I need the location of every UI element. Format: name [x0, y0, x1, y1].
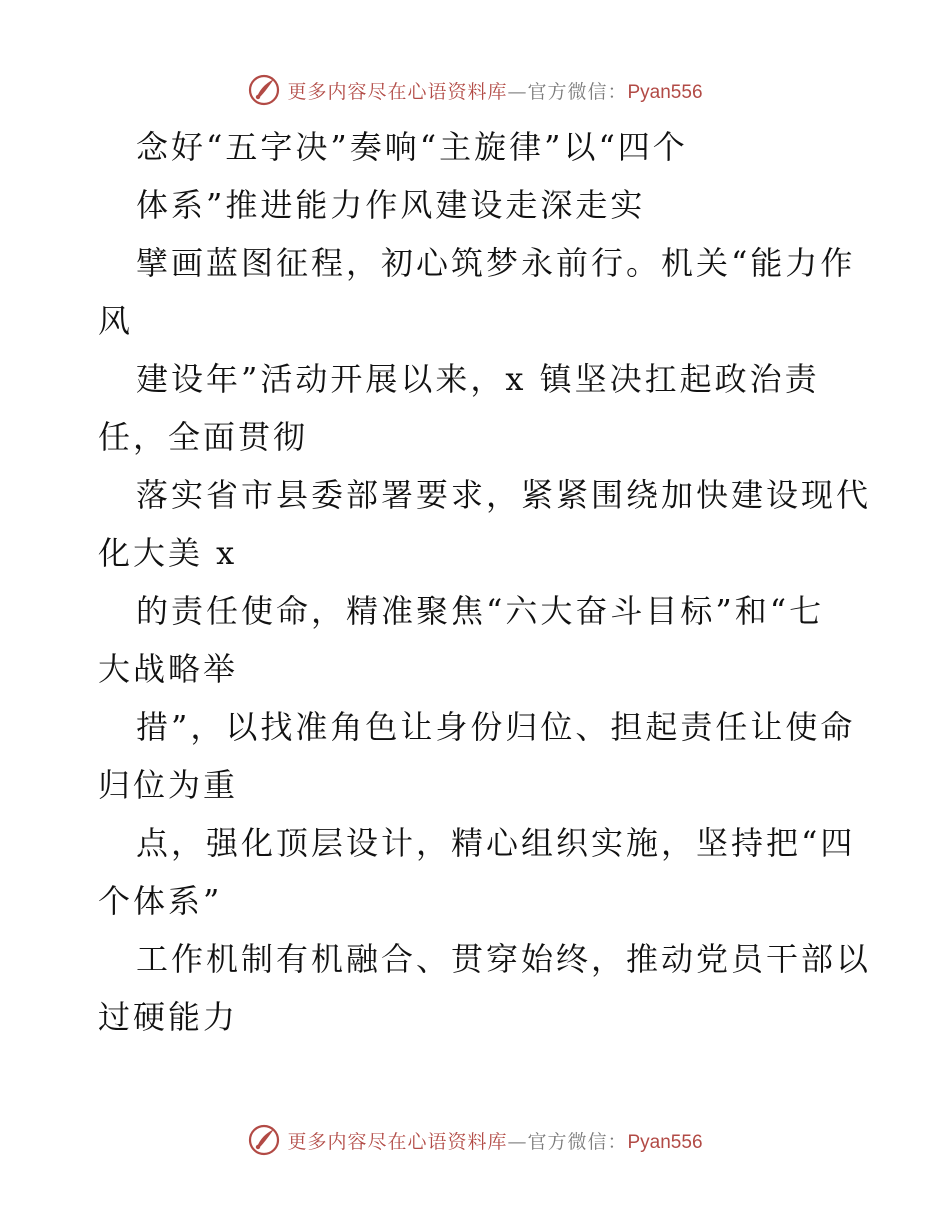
document-body — [98, 118, 872, 1046]
text-line: 归位为重 — [98, 766, 239, 804]
text-line: 建设年”活动开展以来，x 镇坚决扛起政治责 — [136, 360, 820, 398]
text-line: 擘画蓝图征程，初心筑梦永前行。机关“能力作 — [136, 244, 856, 282]
brush-logo-icon — [247, 1123, 281, 1157]
text-line: 个体系” — [98, 882, 223, 920]
watermark-wechat-id: Pyan556 — [627, 1131, 703, 1153]
header-watermark — [0, 70, 950, 110]
text-line: 体系”推进能力作风建设走深走实 — [136, 186, 646, 224]
text-line: 任，全面贯彻 — [98, 418, 309, 456]
text-line: 过硬能力 — [98, 998, 239, 1036]
text-line: 化大美 x — [98, 534, 238, 572]
text-line: 风 — [98, 302, 134, 340]
text-line: 点，强化顶层设计，精心组织实施，坚持把“四 — [136, 824, 856, 862]
footer-watermark — [0, 1120, 950, 1160]
text-line: 的责任使命，精准聚焦“六大奋斗目标”和“七 — [136, 592, 825, 630]
watermark-wechat-id: Pyan556 — [627, 81, 703, 103]
text-line: 工作机制有机融合、贯穿始终，推动党员干部以 — [136, 940, 872, 978]
watermark-separator: — — [507, 80, 528, 103]
watermark-text — [287, 77, 702, 104]
brush-logo-icon — [247, 73, 281, 107]
text-line: 落实省市县委部署要求，紧紧围绕加快建设现代 — [136, 476, 872, 514]
watermark-wechat-label: 官方微信： — [527, 80, 628, 103]
watermark-separator: — — [507, 1130, 528, 1153]
text-line: 大战略举 — [98, 650, 239, 688]
watermark-brand: 更多内容尽在心语资料库 — [287, 80, 508, 103]
watermark-wechat-label: 官方微信： — [527, 1130, 628, 1153]
watermark-brand: 更多内容尽在心语资料库 — [287, 1130, 508, 1153]
watermark-text — [287, 1127, 702, 1154]
text-line: 念好“五字决”奏响“主旋律”以“四个 — [136, 128, 688, 166]
text-line: 措”，以找准角色让身份归位、担起责任让使命 — [136, 708, 856, 746]
